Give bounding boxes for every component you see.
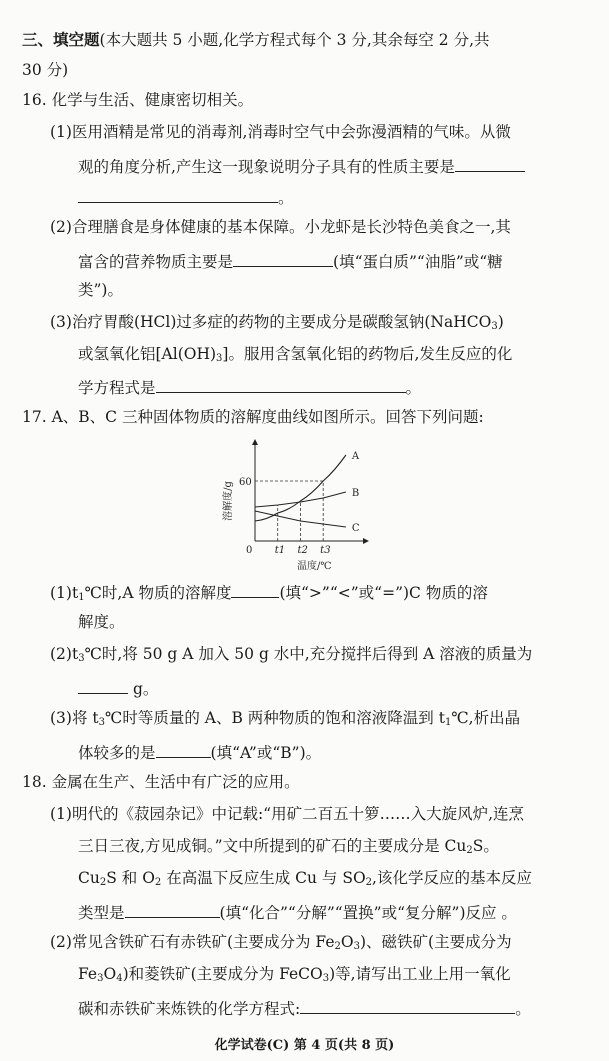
answer-blank[interactable]: [455, 157, 525, 172]
x-tick-t3: t3: [320, 545, 331, 556]
y-tick-60: 60: [239, 477, 252, 488]
subscript: 3: [353, 941, 360, 952]
q16-p2-line2: [78, 252, 503, 271]
subscript: 3: [491, 321, 498, 332]
q18-p2-text3: )和菱铁矿(主要成分为 FeCO: [122, 965, 323, 983]
q18-p1-end: S。: [472, 837, 499, 855]
q16-p2-text: 富含的营养物质主要是: [78, 253, 234, 271]
q18-p2-text4: )等,请写出工业上用一氧化: [329, 965, 511, 983]
q17-p3-pre: (3)将 t: [50, 709, 99, 727]
subscript: 3: [98, 717, 105, 728]
q17-p3-text: 体较多的是: [78, 744, 156, 762]
solubility-chart-svg: [220, 443, 410, 575]
q16-p1-text: 观的角度分析,产生这一现象说明分子具有的性质主要是: [78, 158, 455, 176]
solubility-chart: [220, 443, 410, 575]
q17-p3-line1: [50, 711, 520, 728]
section-title: 三、填空题: [22, 30, 100, 49]
q18-p1-line3: [78, 871, 532, 888]
q17-p2-line2: [78, 679, 158, 698]
q18-p2-end: 。: [515, 1000, 531, 1018]
q17-p2-mid: ℃时,将 50 g A 加入 50 g 水中,充分搅拌后得到 A 溶液的质量为: [84, 645, 533, 663]
q17-stem: 17. A、B、C 三种固体物质的溶解度曲线如图所示。回答下列问题:: [22, 408, 484, 426]
formula: O: [103, 965, 117, 983]
answer-blank[interactable]: [78, 679, 128, 694]
q17-p3-hint: (填“A”或“B”)。: [210, 744, 322, 762]
q18-p1-line4: [78, 903, 517, 922]
q17-p2-line1: [50, 647, 532, 664]
curve-label-A: A: [351, 451, 360, 462]
answer-blank[interactable]: [300, 999, 515, 1014]
section-note-cont: 30 分): [22, 61, 69, 79]
q18-p1-text2: 在高温下反应生成 Cu 与 SO: [161, 869, 366, 887]
q16-p3-line3: [78, 378, 421, 397]
q16-p3-text3: ]。服用含氢氧化铝的药物后,发生反应的化: [222, 345, 513, 363]
page-footer: 化学试卷(C) 第 4 页(共 8 页): [214, 1038, 395, 1053]
q17-p2-pre: (2)t: [50, 645, 79, 663]
q17-p1-post: (填“>”“<”或“=”)C 物质的溶: [279, 584, 488, 602]
q17-p1-mid: ℃时,A 物质的溶解度: [84, 584, 232, 602]
curve-A: [255, 455, 346, 521]
subscript: 3: [97, 973, 104, 984]
q16-p3-text2: 或氢氧化铝[Al(OH): [78, 345, 217, 363]
formula: Fe: [78, 965, 98, 983]
q18-p2-line1: [50, 935, 512, 952]
q16-p2-line1: (2)合理膳食是身体健康的基本保障。小龙虾是长沙特色美食之一,其: [50, 218, 511, 236]
answer-blank[interactable]: [156, 743, 211, 758]
formula: Cu: [78, 869, 100, 887]
q18-p1-hint: (填“化合”“分解”“置换”或“复分解”)反应 。: [219, 904, 517, 922]
q18-p1-text3: ,该化学反应的基本反应: [372, 869, 532, 887]
q18-p1-text: 三日三夜,方见成铜。”文中所提到的矿石的主要成分是 Cu: [78, 837, 467, 855]
q18-p1-line2: [78, 839, 499, 856]
x-tick-t2: t2: [297, 545, 308, 556]
x-tick-t1: t1: [274, 545, 286, 556]
q16-p1-line1: (1)医用酒精是常见的消毒剂,消毒时空气中会弥漫酒精的气味。从微: [50, 123, 511, 141]
q17-p3-mid: ℃时等质量的 A、B 两种物质的饱和溶液降温到 t: [105, 709, 445, 727]
q16-p2-line3: 类”)。: [78, 281, 123, 299]
q18-p1-line1: (1)明代的《菽园杂记》中记载:“用矿二百五十箩……入大旋风炉,连烹: [50, 805, 525, 823]
q17-p2-unit: g。: [132, 680, 159, 698]
q16-p3-line1: [50, 315, 504, 332]
y-axis-arrow: [252, 439, 258, 445]
q16-p3-line2: [78, 347, 512, 364]
q16-p2-hint: (填“蛋白质”“油脂”或“糖: [333, 253, 503, 271]
y-axis-label: 溶解度/g: [223, 481, 234, 521]
subscript: 2: [365, 877, 373, 888]
q17-p1-pre: (1)t: [50, 584, 79, 602]
subscript: 3: [78, 653, 85, 664]
q16-p1-line3: [78, 188, 294, 207]
answer-blank[interactable]: [156, 378, 406, 393]
section-note: (本大题共 5 小题,化学方程式每个 3 分,其余每空 2 分,共: [99, 31, 490, 49]
q18-p2-text5: 碳和赤铁矿来炼铁的化学方程式:: [78, 1000, 301, 1018]
formula: S 和 O: [106, 869, 155, 887]
q16-stem: 16. 化学与生活、健康密切相关。: [22, 91, 254, 109]
q17-p3-post: ℃,析出晶: [451, 709, 521, 727]
curve-label-B: B: [351, 488, 360, 499]
q16-p3-text: (3)治疗胃酸(HCl)过多症的药物的主要成分是碳酸氢钠(NaHCO: [50, 313, 492, 331]
answer-blank[interactable]: [233, 252, 333, 267]
q18-p1-text4: 类型是: [78, 904, 125, 922]
subscript: 2: [466, 845, 473, 856]
origin-label: 0: [246, 545, 253, 556]
answer-blank[interactable]: [78, 188, 278, 203]
subscript: 4: [116, 973, 123, 984]
formula: O: [340, 933, 354, 951]
q16-p1-end: 。: [278, 189, 294, 207]
subscript: 2: [154, 877, 162, 888]
q18-stem: 18. 金属在生产、生活中有广泛的应用。: [22, 773, 300, 791]
answer-blank[interactable]: [231, 583, 279, 598]
q18-p2-text2: )、磁铁矿(主要成分为: [359, 933, 512, 951]
q17-p1-line1: [50, 583, 488, 603]
q17-p3-line2: [78, 743, 321, 762]
subscript: 2: [334, 941, 341, 952]
q17-p1-line2: 解度。: [78, 613, 125, 631]
subscript: 3: [322, 973, 330, 984]
q18-p2-text: (2)常见含铁矿石有赤铁矿(主要成分为 Fe: [50, 933, 335, 951]
q16-p3-end2: 。: [405, 379, 422, 397]
section-header: [22, 32, 490, 49]
subscript: 1: [78, 592, 85, 603]
q16-p1-line2: [78, 157, 525, 176]
q16-p3-text4: 学方程式是: [78, 379, 156, 397]
x-axis-label: 温度/℃: [297, 561, 332, 572]
curve-label-C: C: [351, 523, 360, 534]
subscript: 2: [99, 877, 107, 888]
subscript: 1: [444, 717, 452, 728]
answer-blank[interactable]: [125, 903, 220, 918]
q16-p3-end: ): [497, 313, 504, 331]
q18-p2-line3: [78, 999, 531, 1018]
subscript: 3: [216, 353, 223, 364]
q18-p2-line2: [78, 967, 511, 984]
x-axis-arrow: [363, 538, 369, 544]
